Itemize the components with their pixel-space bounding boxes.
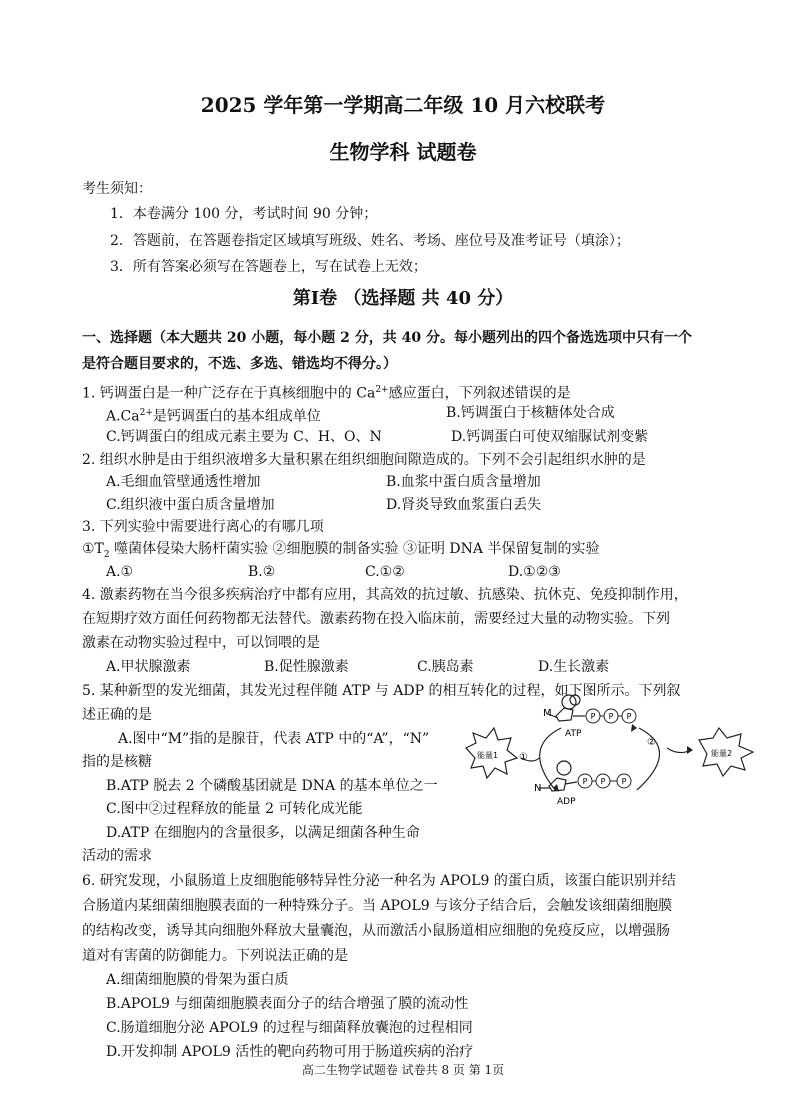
question-4-stem: 在短期疗效方面任何药物都无法替代。激素药物在投入临床前，需要经过大量的动物实验。下列 — [82, 611, 670, 627]
label-n: N — [534, 783, 542, 794]
q2-option-c: C.组织液中蛋白质含量增加 — [106, 497, 275, 513]
q6-option-c: C.肠道细胞分泌 APOL9 的过程与细菌释放囊泡的过程相同 — [106, 1020, 473, 1036]
arrowhead — [631, 724, 637, 732]
page-footer: 高二生物学试题卷 试卷共 8 页 第 1页 — [301, 1063, 505, 1077]
question-6-stem: 6. 研究发现，小鼠肠道上皮细胞能够特异性分泌一种名为 APOL9 的蛋白质，该蛋白能识别并结 — [82, 873, 676, 889]
atp-adp-cycle-diagram — [461, 688, 771, 808]
q4-option-d: D.生长激素 — [538, 659, 610, 675]
notice-label: 考生须知： — [82, 181, 152, 197]
label-step-1: ① — [519, 752, 528, 763]
question-6-stem: 合肠道内某细菌细胞膜表面的一种特殊分子。当 APOL9 与该分子结合后，会触发该细菌细胞膜 — [82, 898, 673, 914]
svg-text:P: P — [626, 712, 632, 721]
question-3-stem: 3. 下列实验中需要进行离心的有哪几项 — [82, 519, 324, 535]
q2-option-b: B.血浆中蛋白质含量增加 — [386, 474, 541, 490]
question-5-stem: 述正确的是 — [82, 707, 152, 723]
arrowhead — [687, 746, 693, 754]
notice-item: 3．所有答案必须写在答题卷上，写在试卷上无效； — [110, 259, 427, 275]
cycle-arc-left — [540, 728, 561, 791]
svg-text:P: P — [600, 777, 606, 786]
notice-item: 1．本卷满分 100 分，考试时间 90 分钟； — [110, 206, 378, 222]
q6-option-a: A.细菌细胞膜的骨架为蛋白质 — [106, 972, 289, 988]
label-adp: ADP — [557, 797, 576, 807]
adp-phosphates — [578, 774, 631, 788]
q4-option-a: A.甲状腺激素 — [106, 659, 191, 675]
question-6-stem: 的结构改变，诱导其向细胞外释放大量囊泡，从而激活小鼠肠道相应细胞的免疫反应，以增强肠 — [82, 923, 670, 939]
q3-option-a: A.① — [106, 564, 134, 580]
q2-option-d: D.肾炎导致血浆蛋白丢失 — [386, 497, 542, 513]
section-heading: 第Ⅰ卷 （选择题 共 40 分） — [292, 288, 514, 309]
exam-subtitle: 生物学科 试题卷 — [329, 140, 477, 164]
q1-option-c: C.钙调蛋白的组成元素主要为 C、H、O、N — [106, 429, 382, 445]
q1-option-d: D.钙调蛋白可使双缩脲试剂变紫 — [451, 429, 649, 445]
label-step-2: ② — [647, 737, 656, 748]
q5-option-c: C.图中②过程释放的能量 2 可转化成光能 — [106, 801, 363, 817]
svg-text:P: P — [582, 777, 588, 786]
question-6-stem: 道对有害菌的防御能力。下列说法正确的是 — [82, 948, 348, 964]
q3-option-b: B.② — [248, 564, 276, 580]
svg-text:P: P — [621, 777, 627, 786]
label-m: M — [543, 708, 552, 719]
q4-option-c: C.胰岛素 — [417, 659, 474, 675]
q5-option-b: B.ATP 脱去 2 个磷酸基团就是 DNA 的基本单位之一 — [106, 778, 438, 794]
question-4-stem: 4. 激素药物在当今很多疾病治疗中都有应用，其高效的抗过敏、抗感染、抗休克、免疫抑制作用， — [82, 587, 688, 603]
label-energy-1: 能量1 — [477, 751, 499, 760]
atp-phosphates — [586, 709, 636, 723]
q4-option-b: B.促性腺激素 — [264, 659, 349, 675]
atp-base-ring — [562, 695, 576, 709]
q2-option-a: A.毛细血管壁通透性增加 — [106, 474, 261, 490]
q5-option-d-cont: 活动的需求 — [82, 848, 152, 864]
q5-option-d: D.ATP 在细胞内的含量很多，以满足细菌各种生命 — [106, 825, 420, 841]
part-instructions: 是符合题目要求的，不选、多选、错选均不得分。） — [82, 356, 397, 372]
question-2-stem: 2. 组织水肿是由于组织液增多大量积累在组织细胞间隙造成的。下列不会引起组织水肿的是 — [82, 452, 646, 468]
atp-sugar — [556, 708, 573, 721]
label-atp: ATP — [565, 729, 582, 739]
label-energy-2: 能量2 — [711, 749, 733, 758]
question-4-stem: 激素在动物实验过程中，可以饲喂的是 — [82, 635, 320, 651]
q5-option-a: A.图中“M”指的是腺苷，代表 ATP 中的“A”，“N” — [118, 731, 430, 747]
exam-title: 2025 学年第一学期高二年级 10 月六校联考 — [200, 93, 606, 117]
question-1-stem: 1. 钙调蛋白是一种广泛存在于真核细胞中的 $Ca^{2+}$感应蛋白，下列叙述错误的是 — [82, 385, 571, 402]
q1-option-b: B.钙调蛋白于核糖体处合成 — [446, 405, 615, 421]
q6-option-b: B.APOL9 与细菌细胞膜表面分子的结合增强了膜的流动性 — [106, 996, 469, 1012]
q6-option-d: D.开发抑制 APOL9 活性的靶向药物可用于肠道疾病的治疗 — [106, 1044, 474, 1060]
svg-text:P: P — [608, 712, 614, 721]
q5-option-a-cont: 指的是核糖 — [82, 754, 152, 770]
notice-item: 2．答题前，在答题卷指定区域填写班级、姓名、考场、座位号及准考证号（填涂）； — [110, 233, 630, 249]
svg-text:P: P — [590, 712, 596, 721]
q1-option-a: $A.Ca^{2+}$是钙调蛋白的基本组成单位 — [106, 408, 321, 425]
q3-option-c: C.①② — [365, 564, 405, 580]
part-instructions: 一、选择题（本大题共 20 小题，每小题 2 分，共 40 分。每小题列出的四个备选选项中只有一个 — [82, 330, 692, 346]
question-5-stem: 5. 某种新型的发光细菌，其发光过程伴随 ATP 与 ADP 的相互转化的过程，如下图所示。下列叙 — [82, 683, 681, 699]
adp-base-ring — [557, 761, 571, 775]
q3-option-d: D.①②③ — [508, 564, 561, 580]
q3-items: $①T_2$ 噬菌体侵染大肠杆菌实验 ②细胞膜的制备实验 ③证明 DNA 半保留复制的实验 — [82, 541, 600, 560]
